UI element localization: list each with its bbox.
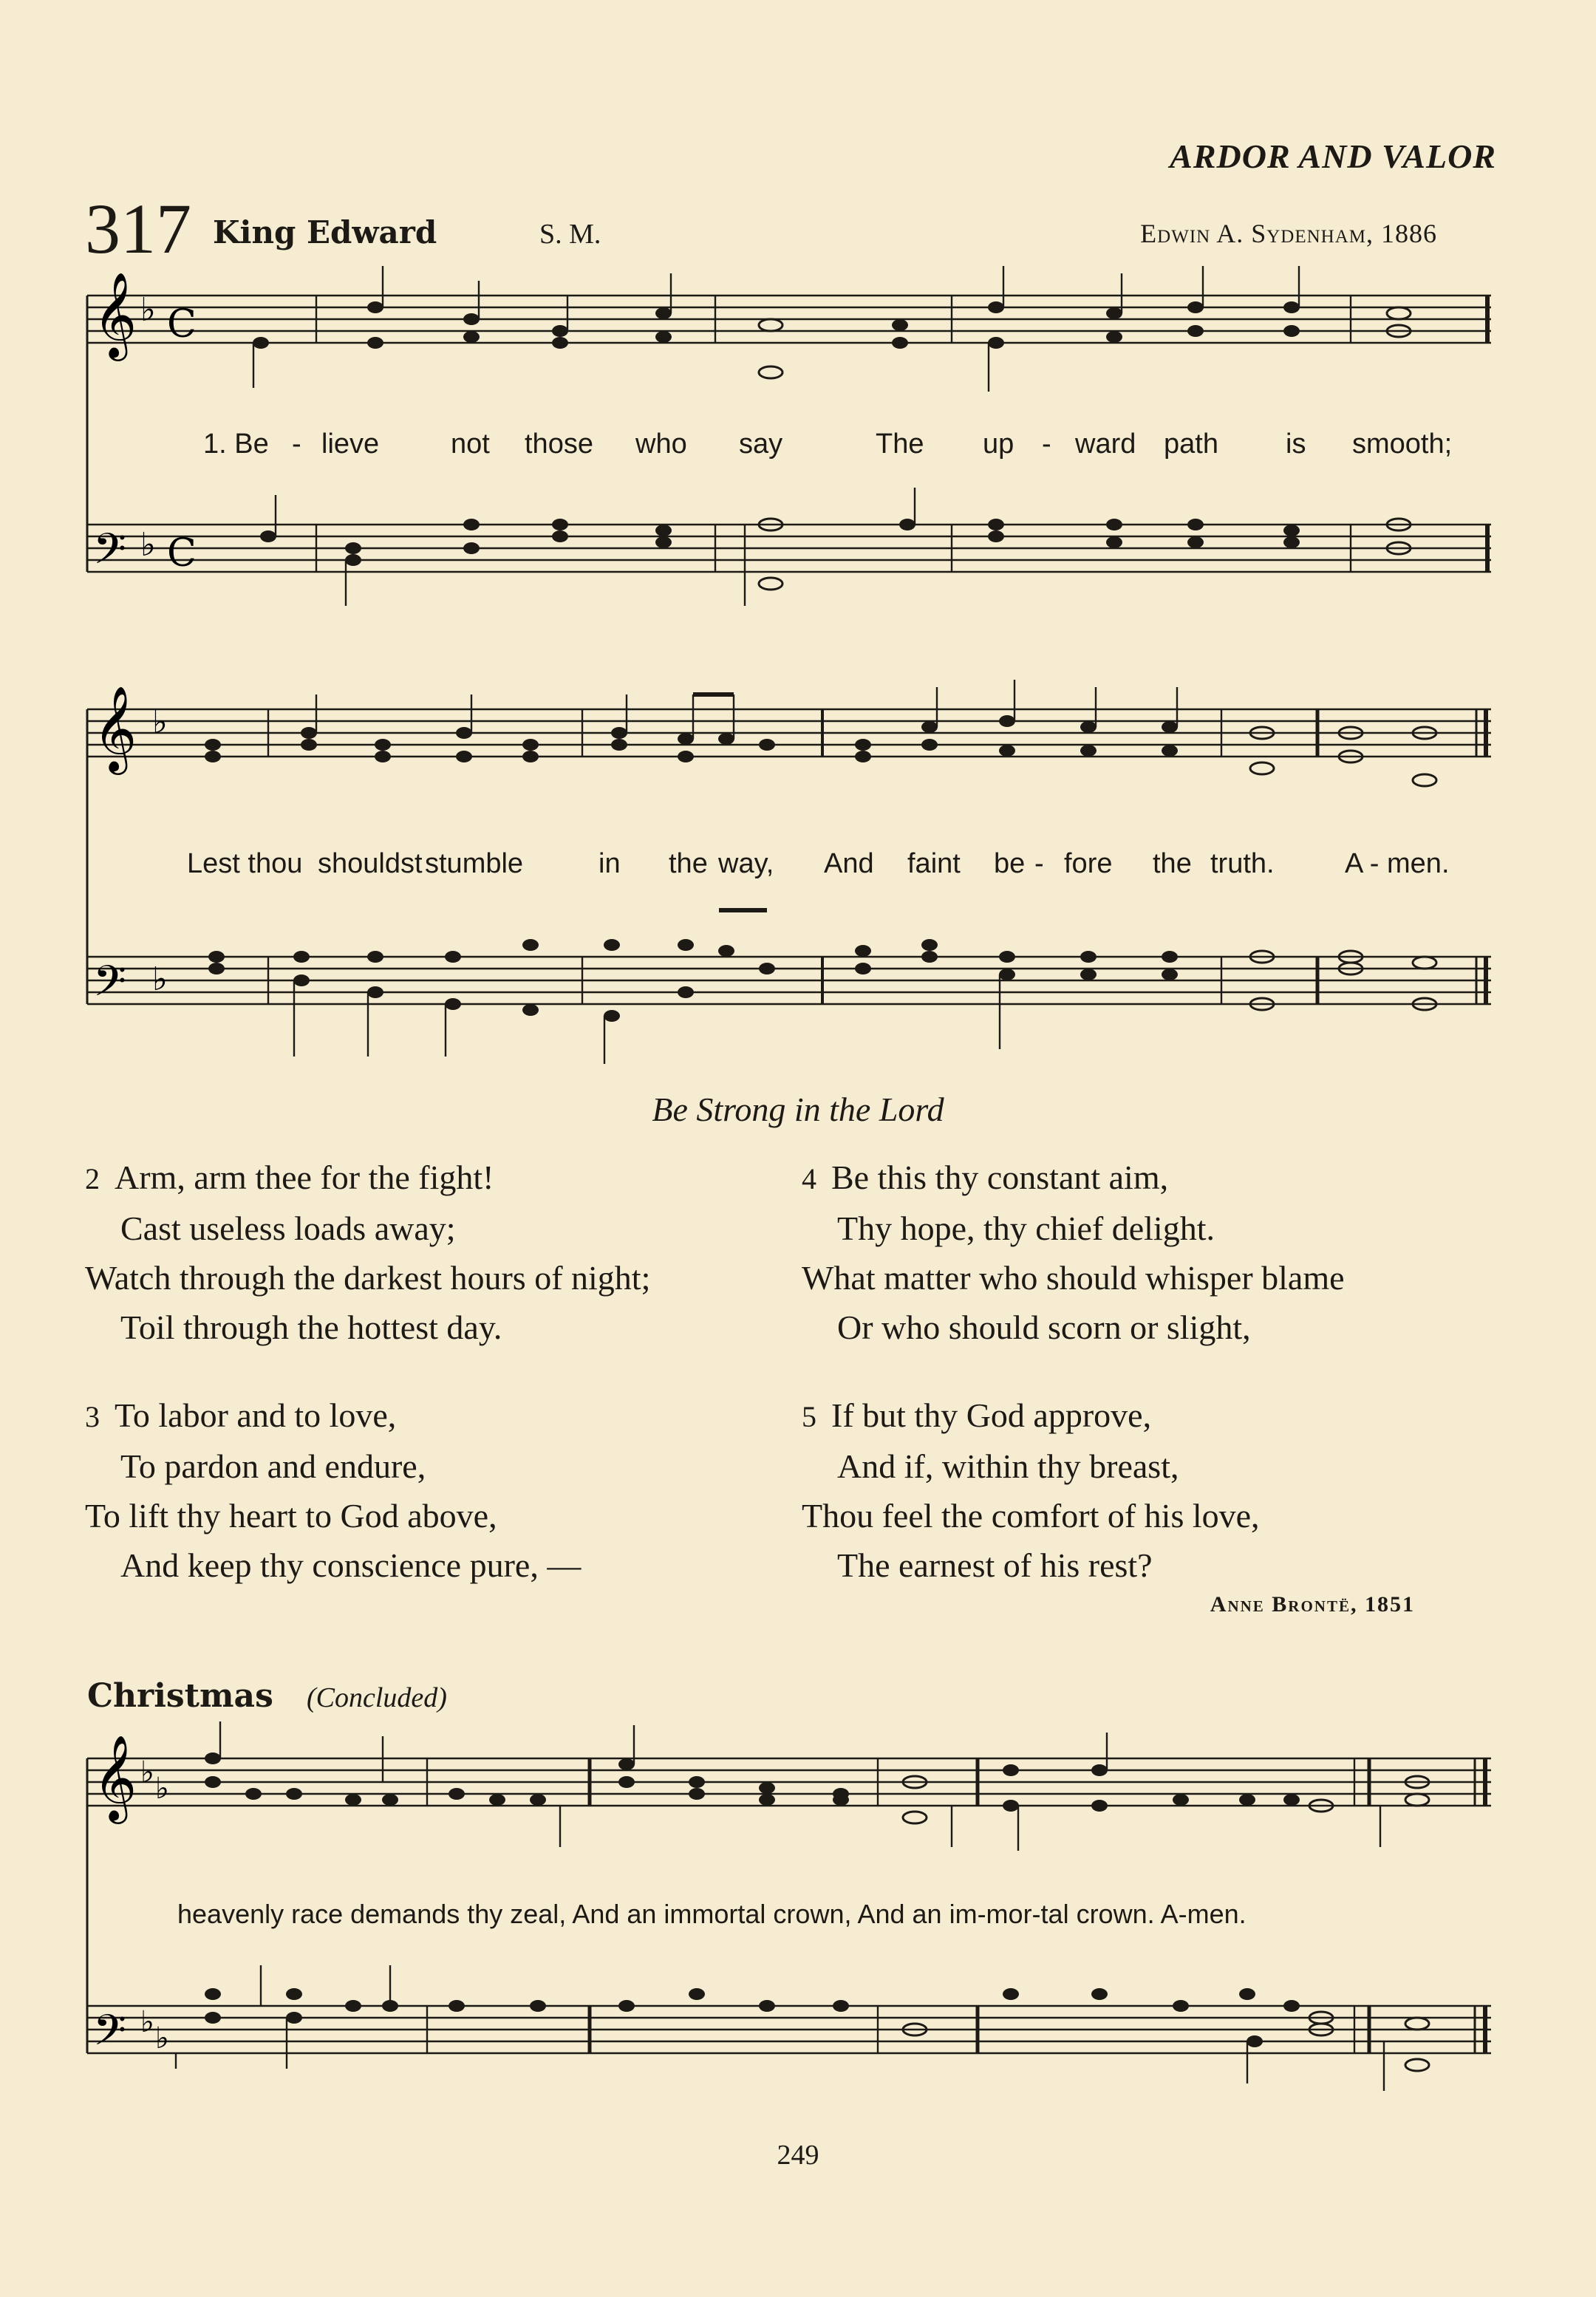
stanza-line: The earnest of his rest? <box>837 1546 1153 1584</box>
lyric-syllable: smooth; <box>1352 429 1453 460</box>
svg-text:C: C <box>167 302 197 347</box>
lyrics-line-2 <box>81 848 1485 885</box>
lyric-syllable: in <box>598 848 621 879</box>
stanza-4 <box>802 1153 1345 1352</box>
lyric-syllable: fore <box>1064 848 1113 879</box>
stanza-number: 3 <box>85 1400 100 1433</box>
svg-text:𝄢: 𝄢 <box>93 524 127 584</box>
stanza-2 <box>85 1153 650 1352</box>
lyric-syllable: way, <box>718 848 774 879</box>
lyric-syllable: - <box>1042 429 1051 460</box>
lyric-syllable: up <box>983 429 1014 460</box>
svg-text:C: C <box>167 531 197 576</box>
svg-text:𝄞: 𝄞 <box>93 271 137 358</box>
lyric-syllable: A - men. <box>1345 848 1450 879</box>
stanza-line: To lift thy heart to God above, <box>85 1497 497 1535</box>
lyric-syllable: - <box>1034 848 1044 879</box>
svg-text:♭: ♭ <box>152 961 168 997</box>
stanza-line: To labor and to love, <box>115 1396 397 1434</box>
lyrics-line-1 <box>81 429 1485 465</box>
svg-text:♭: ♭ <box>140 292 156 328</box>
svg-text:♭: ♭ <box>140 527 156 563</box>
page-number: 249 <box>777 2140 819 2171</box>
stanza-line: To pardon and endure, <box>120 1447 426 1485</box>
svg-text:𝄞: 𝄞 <box>93 685 137 771</box>
stanza-5 <box>802 1390 1260 1590</box>
stanza-line: Toil through the hottest day. <box>120 1308 502 1346</box>
lyric-syllable: The <box>876 429 924 460</box>
lyric-syllable: faint <box>907 848 961 879</box>
stanza-line: What matter who should whisper blame <box>802 1259 1345 1297</box>
lyric-syllable: stumble <box>425 848 524 879</box>
lyric-syllable: ward <box>1075 429 1136 460</box>
stanza-line: Arm, arm thee for the fight! <box>115 1158 494 1196</box>
lyric-syllable: truth. <box>1210 848 1275 879</box>
stanza-number: 2 <box>85 1162 100 1195</box>
tune-name: King Edward <box>213 214 437 250</box>
stanza-line: And keep thy conscience pure, — <box>120 1546 582 1584</box>
lyric-syllable: the <box>1153 848 1192 879</box>
stanza-number: 4 <box>802 1162 816 1195</box>
lyric-syllable: say <box>739 429 783 460</box>
meter: S. M. <box>539 219 601 250</box>
stanza-line: And if, within thy breast, <box>837 1447 1179 1485</box>
hymn-number: 317 <box>85 189 191 268</box>
section-heading: ARDOR AND VALOR <box>1170 137 1496 175</box>
lyric-syllable: the <box>669 848 708 879</box>
svg-text:♭: ♭ <box>155 1772 169 1805</box>
stanza-line: Be this thy constant aim, <box>831 1158 1169 1196</box>
stanza-line: Cast useless loads away; <box>120 1209 456 1247</box>
lyric-syllable: shouldst <box>318 848 423 879</box>
lyric-syllable: those <box>525 429 593 460</box>
stanza-3 <box>85 1390 581 1590</box>
poem-author: Anne Brontë, 1851 <box>1210 1592 1415 1617</box>
lyric-syllable: - <box>292 429 301 460</box>
stanza-line: Watch through the darkest hours of night; <box>85 1259 651 1297</box>
stanza-line: Thou feel the comfort of his love, <box>802 1497 1260 1535</box>
poem-title: Be Strong in the Lord <box>652 1091 944 1128</box>
svg-text:𝄞: 𝄞 <box>93 1734 137 1820</box>
lyric-syllable: And <box>824 848 874 879</box>
svg-text:𝄢: 𝄢 <box>93 2005 127 2066</box>
second-tune-note: (Concluded) <box>307 1682 447 1713</box>
stanza-line: If but thy God approve, <box>831 1396 1152 1434</box>
svg-text:♭: ♭ <box>140 1755 154 1789</box>
lyric-syllable: path <box>1164 429 1218 460</box>
lyric-syllable: be <box>994 848 1026 879</box>
svg-text:♭: ♭ <box>152 704 168 740</box>
lyric-syllable: is <box>1286 429 1306 460</box>
second-tune-lyrics: heavenly race demands thy zeal, And an immortal crown, And an im-mor-tal crown. A-men. <box>177 1899 1247 1929</box>
svg-text:♭: ♭ <box>140 2005 154 2038</box>
svg-text:♭: ♭ <box>155 2021 169 2055</box>
composer-credit: Edwin A. Sydenham, 1886 <box>1140 219 1437 248</box>
stanza-line: Thy hope, thy chief delight. <box>837 1209 1215 1247</box>
second-tune-name: Christmas <box>87 1677 273 1715</box>
lyric-syllable: Lest thou <box>187 848 303 879</box>
stanza-line: Or who should scorn or slight, <box>837 1308 1251 1346</box>
lyric-syllable: lieve <box>321 429 380 460</box>
stanza-number: 5 <box>802 1400 816 1433</box>
lyric-syllable: 1. Be <box>203 429 269 460</box>
lyric-syllable: not <box>451 429 490 460</box>
svg-text:𝄢: 𝄢 <box>93 956 127 1017</box>
lyric-syllable: who <box>635 429 687 460</box>
